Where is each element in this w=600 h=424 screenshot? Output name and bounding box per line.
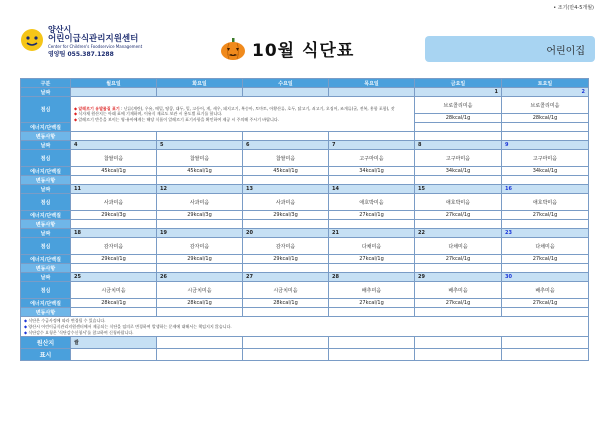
changes-label: 변동사항 <box>21 264 71 273</box>
changes-cell <box>243 220 329 229</box>
meal-cell: 찹쌀미음 <box>243 150 329 167</box>
energy-cell: 27kcal/1g <box>415 211 502 220</box>
date-row-0 <box>21 88 589 97</box>
meal-label: 점심 <box>21 194 71 211</box>
org-team-phone: 영양팀 055.387.1288 <box>48 50 114 58</box>
date-cell <box>329 88 415 97</box>
day-header-0: 월요일 <box>71 79 157 88</box>
day-header-3: 목요일 <box>329 79 415 88</box>
changes-cell <box>329 308 415 317</box>
changes-row-2 <box>21 220 589 229</box>
changes-label: 변동사항 <box>21 132 71 141</box>
energy-cell: 29kcal/3g <box>71 211 157 220</box>
center-logo-icon <box>20 28 44 52</box>
meal-row-3 <box>21 238 589 255</box>
meal-cell: 고구마미음 <box>329 150 415 167</box>
footnote-text: 식단은 수급사정에 따라 변경될 수 있습니다. <box>28 318 106 323</box>
meal-cell: 시금치미음 <box>243 282 329 299</box>
notice-bullet: ◆ <box>74 105 79 111</box>
energy-cell: 29kcal/1g <box>157 255 243 264</box>
energy-cell: 29kcal/3g <box>243 211 329 220</box>
energy-cell: 34kcal/1g <box>329 167 415 176</box>
footnote-bullet: ◆ <box>24 318 29 323</box>
changes-row-4 <box>21 308 589 317</box>
changes-cell <box>157 220 243 229</box>
origin-cell <box>157 337 243 349</box>
energy-cell: 45kcal/1g <box>157 167 243 176</box>
footnote-bullet: ◆ <box>24 323 29 329</box>
notice-line-1-text: : 난류(계란), 우유, 메밀, 땅콩, 대두, 밀, 고등어, 게, 새우, 돼지고기, 복숭아, 토마토, 아황산류, 호두, 닭고기, 쇠고기, 오징어, 조개류(굴, 전복, 홍합 포함), 잣 <box>119 105 395 111</box>
header <box>20 22 590 68</box>
meal-cell: 배추미음 <box>415 282 502 299</box>
energy-row-1 <box>21 167 589 176</box>
energy-label: 에너지/단백질 <box>21 211 71 220</box>
meal-cell: 감자미음 <box>71 238 157 255</box>
org-city: 양산시 <box>48 25 72 34</box>
date-cell: 5 <box>157 141 243 150</box>
energy-cell: 28kcal/1g <box>502 114 589 123</box>
origin-cell <box>243 337 329 349</box>
menu-table <box>20 78 589 361</box>
changes-cell <box>415 308 502 317</box>
energy-cell: 34kcal/1g <box>502 167 589 176</box>
changes-cell <box>71 220 157 229</box>
date-cell: 8 <box>415 141 502 150</box>
energy-row-4 <box>21 299 589 308</box>
date-cell: 22 <box>415 229 502 238</box>
energy-cell: 27kcal/1g <box>329 255 415 264</box>
meal-row-0 <box>21 97 589 114</box>
energy-cell: 27kcal/1g <box>415 255 502 264</box>
date-cell: 21 <box>329 229 415 238</box>
origin-label-2: 표시 <box>21 349 71 361</box>
meal-label: 점심 <box>21 282 71 299</box>
energy-cell: 28kcal/1g <box>415 114 502 123</box>
origin-row-2 <box>21 349 589 361</box>
date-cell: 28 <box>329 273 415 282</box>
changes-cell <box>71 132 157 141</box>
date-cell: 1 <box>415 88 502 97</box>
date-cell: 27 <box>243 273 329 282</box>
empty-cell <box>502 123 589 132</box>
meal-cell: 다채미음 <box>329 238 415 255</box>
notice-line-3-text: 알레르기 반응을 보이는 영·유아에게는 해당 식품이 알레르기 표기사항을 확인하여 제공 시 주의해 주시기 바랍니다. <box>78 116 280 122</box>
date-label: 날짜 <box>21 273 71 282</box>
top-note: • 조기(만4-5개월) <box>553 5 594 11</box>
date-label: 날짜 <box>21 229 71 238</box>
changes-cell <box>329 176 415 185</box>
date-cell <box>157 88 243 97</box>
changes-cell <box>502 132 589 141</box>
changes-cell <box>329 264 415 273</box>
changes-cell <box>157 176 243 185</box>
energy-cell: 28kcal/1g <box>157 299 243 308</box>
meal-cell: 감자미음 <box>157 238 243 255</box>
notice-line-2-text: 식자재 원산지는 아래 표에 기재하며, 이유식 재료도 보관 시 용도별 표기를 합니다. <box>78 111 223 117</box>
energy-label: 에너지/단백질 <box>21 255 71 264</box>
date-cell: 6 <box>243 141 329 150</box>
changes-cell <box>415 176 502 185</box>
origin-row-1 <box>21 337 589 349</box>
energy-cell: 28kcal/1g <box>71 299 157 308</box>
footnote-text: 양산시 어린이급식관리지원센터에서 제공되는 식단을 임의로 변경하여 발생하는 문제에 대해서는 책임지지 않습니다. <box>28 323 232 329</box>
allergy-notice <box>71 97 415 132</box>
date-row-2 <box>21 185 589 194</box>
changes-label: 변동사항 <box>21 176 71 185</box>
energy-label: 에너지/단백질 <box>21 123 71 132</box>
meal-row-1 <box>21 150 589 167</box>
meal-label: 점심 <box>21 97 71 123</box>
changes-cell <box>71 176 157 185</box>
origin-cell <box>329 349 415 361</box>
meal-cell: 시금치미음 <box>71 282 157 299</box>
meal-cell: 애호박미음 <box>502 194 589 211</box>
day-header-1: 화요일 <box>157 79 243 88</box>
day-header-4: 금요일 <box>415 79 502 88</box>
changes-cell <box>157 308 243 317</box>
changes-cell <box>415 264 502 273</box>
changes-cell <box>71 308 157 317</box>
date-cell: 15 <box>415 185 502 194</box>
energy-cell: 27kcal/1g <box>415 299 502 308</box>
changes-cell <box>502 264 589 273</box>
date-row-4 <box>21 273 589 282</box>
origin-cell <box>415 349 502 361</box>
footnote-text: 식단감수 요청은 '식단감수신청서'를 참고하여 신청바랍니다. <box>28 329 134 335</box>
organization-block <box>48 26 142 58</box>
changes-cell <box>71 264 157 273</box>
energy-label: 에너지/단백질 <box>21 167 71 176</box>
date-cell: 25 <box>71 273 157 282</box>
footnotes <box>21 317 589 337</box>
energy-cell: 29kcal/1g <box>71 255 157 264</box>
date-cell: 12 <box>157 185 243 194</box>
meal-cell: 다채미음 <box>502 238 589 255</box>
origin-cell <box>243 349 329 361</box>
changes-row-3 <box>21 264 589 273</box>
org-name-en: Center for Children's Foodservice Management <box>48 43 143 49</box>
day-header-row <box>21 79 589 88</box>
date-cell: 29 <box>415 273 502 282</box>
changes-cell <box>415 220 502 229</box>
date-row-1 <box>21 141 589 150</box>
changes-cell <box>502 176 589 185</box>
footnote-bullet: ◆ <box>24 329 29 335</box>
meal-cell: 고구마미음 <box>502 150 589 167</box>
energy-cell: 45kcal/1g <box>243 167 329 176</box>
changes-cell <box>329 132 415 141</box>
footnote-row <box>21 317 589 337</box>
meal-cell: 시금치미음 <box>157 282 243 299</box>
energy-row-2 <box>21 211 589 220</box>
meal-cell: 사과미음 <box>71 194 157 211</box>
meal-cell: 사과미음 <box>157 194 243 211</box>
org-name: 어린이급식관리지원센터 <box>48 34 139 44</box>
empty-cell <box>415 123 502 132</box>
date-cell: 16 <box>502 185 589 194</box>
changes-cell <box>502 308 589 317</box>
changes-cell <box>243 132 329 141</box>
meal-cell: 찹쌀미음 <box>71 150 157 167</box>
energy-cell: 27kcal/1g <box>329 299 415 308</box>
changes-cell <box>157 132 243 141</box>
meal-row-4 <box>21 282 589 299</box>
date-cell: 20 <box>243 229 329 238</box>
origin-cell <box>502 337 589 349</box>
meal-cell: 고구마미음 <box>415 150 502 167</box>
changes-cell <box>502 220 589 229</box>
date-label: 날짜 <box>21 141 71 150</box>
notice-bullet: ◆ <box>74 111 79 117</box>
changes-label: 변동사항 <box>21 220 71 229</box>
date-cell: 4 <box>71 141 157 150</box>
date-cell: 19 <box>157 229 243 238</box>
date-label: 날짜 <box>21 88 71 97</box>
footnote-item <box>24 330 585 336</box>
date-cell: 7 <box>329 141 415 150</box>
meal-label: 점심 <box>21 238 71 255</box>
meal-cell: 배추미음 <box>329 282 415 299</box>
page-title: 10월 식단표 <box>252 41 355 61</box>
date-cell: 23 <box>502 229 589 238</box>
changes-cell <box>415 132 502 141</box>
energy-cell: 45kcal/1g <box>71 167 157 176</box>
notice-line-1-label: 알레르기 유발물질 표기 <box>78 105 120 111</box>
meal-cell: 배추미음 <box>502 282 589 299</box>
changes-cell <box>157 264 243 273</box>
origin-cell <box>329 337 415 349</box>
meal-row-2 <box>21 194 589 211</box>
energy-cell: 27kcal/1g <box>502 299 589 308</box>
changes-cell <box>243 308 329 317</box>
energy-cell: 27kcal/1g <box>329 211 415 220</box>
energy-cell: 27kcal/1g <box>502 211 589 220</box>
division-label: 구분 <box>21 79 71 88</box>
changes-cell <box>329 220 415 229</box>
meal-cell: 애호박미음 <box>415 194 502 211</box>
meal-cell: 찹쌀미음 <box>157 150 243 167</box>
date-cell: 14 <box>329 185 415 194</box>
meal-label: 점심 <box>21 150 71 167</box>
origin-cell <box>415 337 502 349</box>
meal-cell: 브로콜리미음 <box>415 97 502 114</box>
date-cell: 30 <box>502 273 589 282</box>
energy-cell: 29kcal/1g <box>243 255 329 264</box>
energy-cell: 27kcal/1g <box>502 255 589 264</box>
date-cell <box>71 88 157 97</box>
date-cell: 18 <box>71 229 157 238</box>
date-cell: 9 <box>502 141 589 150</box>
title-wrap <box>220 36 354 61</box>
date-cell: 2 <box>502 88 589 97</box>
notice-line-3 <box>74 117 411 122</box>
date-cell <box>243 88 329 97</box>
origin-rice: 쌀 <box>71 337 157 349</box>
changes-row-0 <box>21 132 589 141</box>
changes-label: 변동사항 <box>21 308 71 317</box>
origin-label-1: 원산지 <box>21 337 71 349</box>
origin-cell <box>71 349 157 361</box>
meal-cell: 다채미음 <box>415 238 502 255</box>
day-header-2: 수요일 <box>243 79 329 88</box>
meal-cell: 감자미음 <box>243 238 329 255</box>
changes-cell <box>243 264 329 273</box>
energy-cell: 29kcal/3g <box>157 211 243 220</box>
date-cell: 13 <box>243 185 329 194</box>
energy-row-3 <box>21 255 589 264</box>
notice-bullet: ◆ <box>74 116 79 122</box>
pumpkin-icon <box>220 37 246 61</box>
target-badge: 어린이집 <box>425 36 595 62</box>
meal-cell: 사과미음 <box>243 194 329 211</box>
energy-cell: 34kcal/1g <box>415 167 502 176</box>
date-cell: 11 <box>71 185 157 194</box>
energy-cell: 28kcal/1g <box>243 299 329 308</box>
date-label: 날짜 <box>21 185 71 194</box>
day-header-5: 토요일 <box>502 79 589 88</box>
origin-cell <box>157 349 243 361</box>
origin-cell <box>502 349 589 361</box>
date-cell: 26 <box>157 273 243 282</box>
energy-label: 에너지/단백질 <box>21 299 71 308</box>
date-row-3 <box>21 229 589 238</box>
meal-cell: 애호박미음 <box>329 194 415 211</box>
meal-cell: 브로콜리미음 <box>502 97 589 114</box>
changes-cell <box>243 176 329 185</box>
changes-row-1 <box>21 176 589 185</box>
